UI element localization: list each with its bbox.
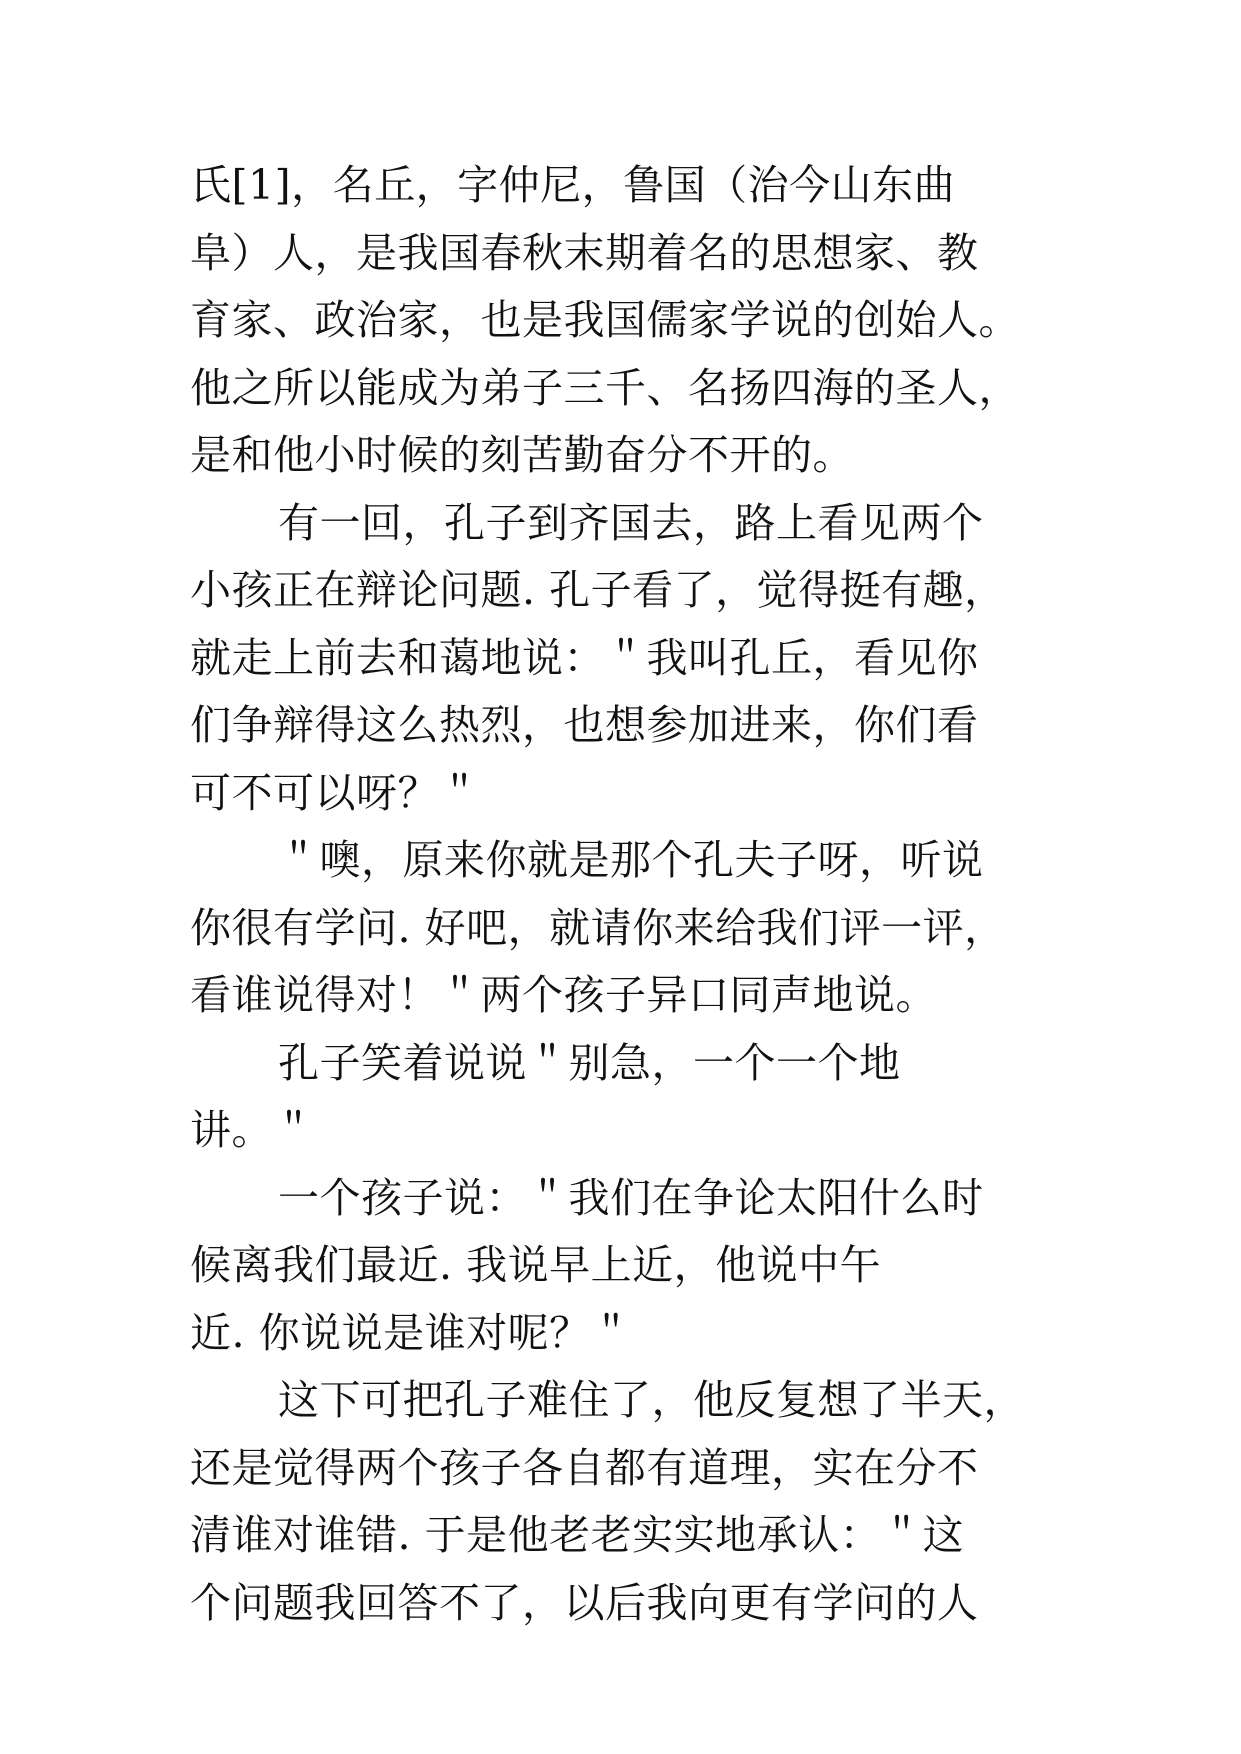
- text-line: 看谁说得对！＂两个孩子异口同声地说。: [190, 971, 937, 1019]
- paragraph-start-line: 一个孩子说：＂我们在争论太阳什么时: [278, 1173, 984, 1222]
- text-line: 讲。＂: [190, 1106, 315, 1154]
- text-line: 还是觉得两个孩子各自都有道理，实在分不: [190, 1443, 979, 1492]
- text-line: 育家、政治家，也是我国儒家学说的创始人。: [190, 296, 1020, 344]
- text-line: 阜）人，是我国春秋末期着名的思想家、教: [190, 228, 979, 277]
- text-line: 是和他小时候的刻苦勤奋分不开的。: [190, 431, 854, 479]
- text-line: 清谁对谁错. 于是他老老实实地承认：＂这: [190, 1511, 965, 1559]
- paragraph-start-line: 这下可把孔子难住了，他反复想了半天，: [278, 1376, 1025, 1424]
- text-line: 可不可以呀？＂: [190, 768, 481, 817]
- text-line: 你很有学问. 好吧，就请你来给我们评一评，: [190, 903, 1006, 952]
- text-line: 近. 你说说是谁对呢？＂: [190, 1308, 633, 1357]
- text-line: 他之所以能成为弟子三千、名扬四海的圣人，: [190, 363, 1020, 412]
- paragraph-start-line: ＂噢，原来你就是那个孔夫子呀，听说: [278, 836, 984, 884]
- text-line: 个问题我回答不了，以后我向更有学问的人: [190, 1578, 979, 1627]
- text-line: 候离我们最近. 我说早上近，他说中午: [190, 1241, 882, 1289]
- body-text: [190, 152, 1070, 1637]
- paragraph-start-line: 有一回，孔子到齐国去，路上看见两个: [278, 498, 984, 547]
- paragraph-start-line: 孔子笑着说说＂别急，一个一个地: [278, 1038, 901, 1087]
- text-line: 就走上前去和蔼地说：＂我叫孔丘，看见你: [190, 633, 979, 682]
- text-line: 小孩正在辩论问题. 孔子看了，觉得挺有趣，: [190, 566, 1006, 614]
- text-line: 们争辩得这么热烈，也想参加进来，你们看: [190, 701, 979, 749]
- text-line: 氏[1]，名丘，字仲尼，鲁国（治今山东曲: [190, 161, 956, 209]
